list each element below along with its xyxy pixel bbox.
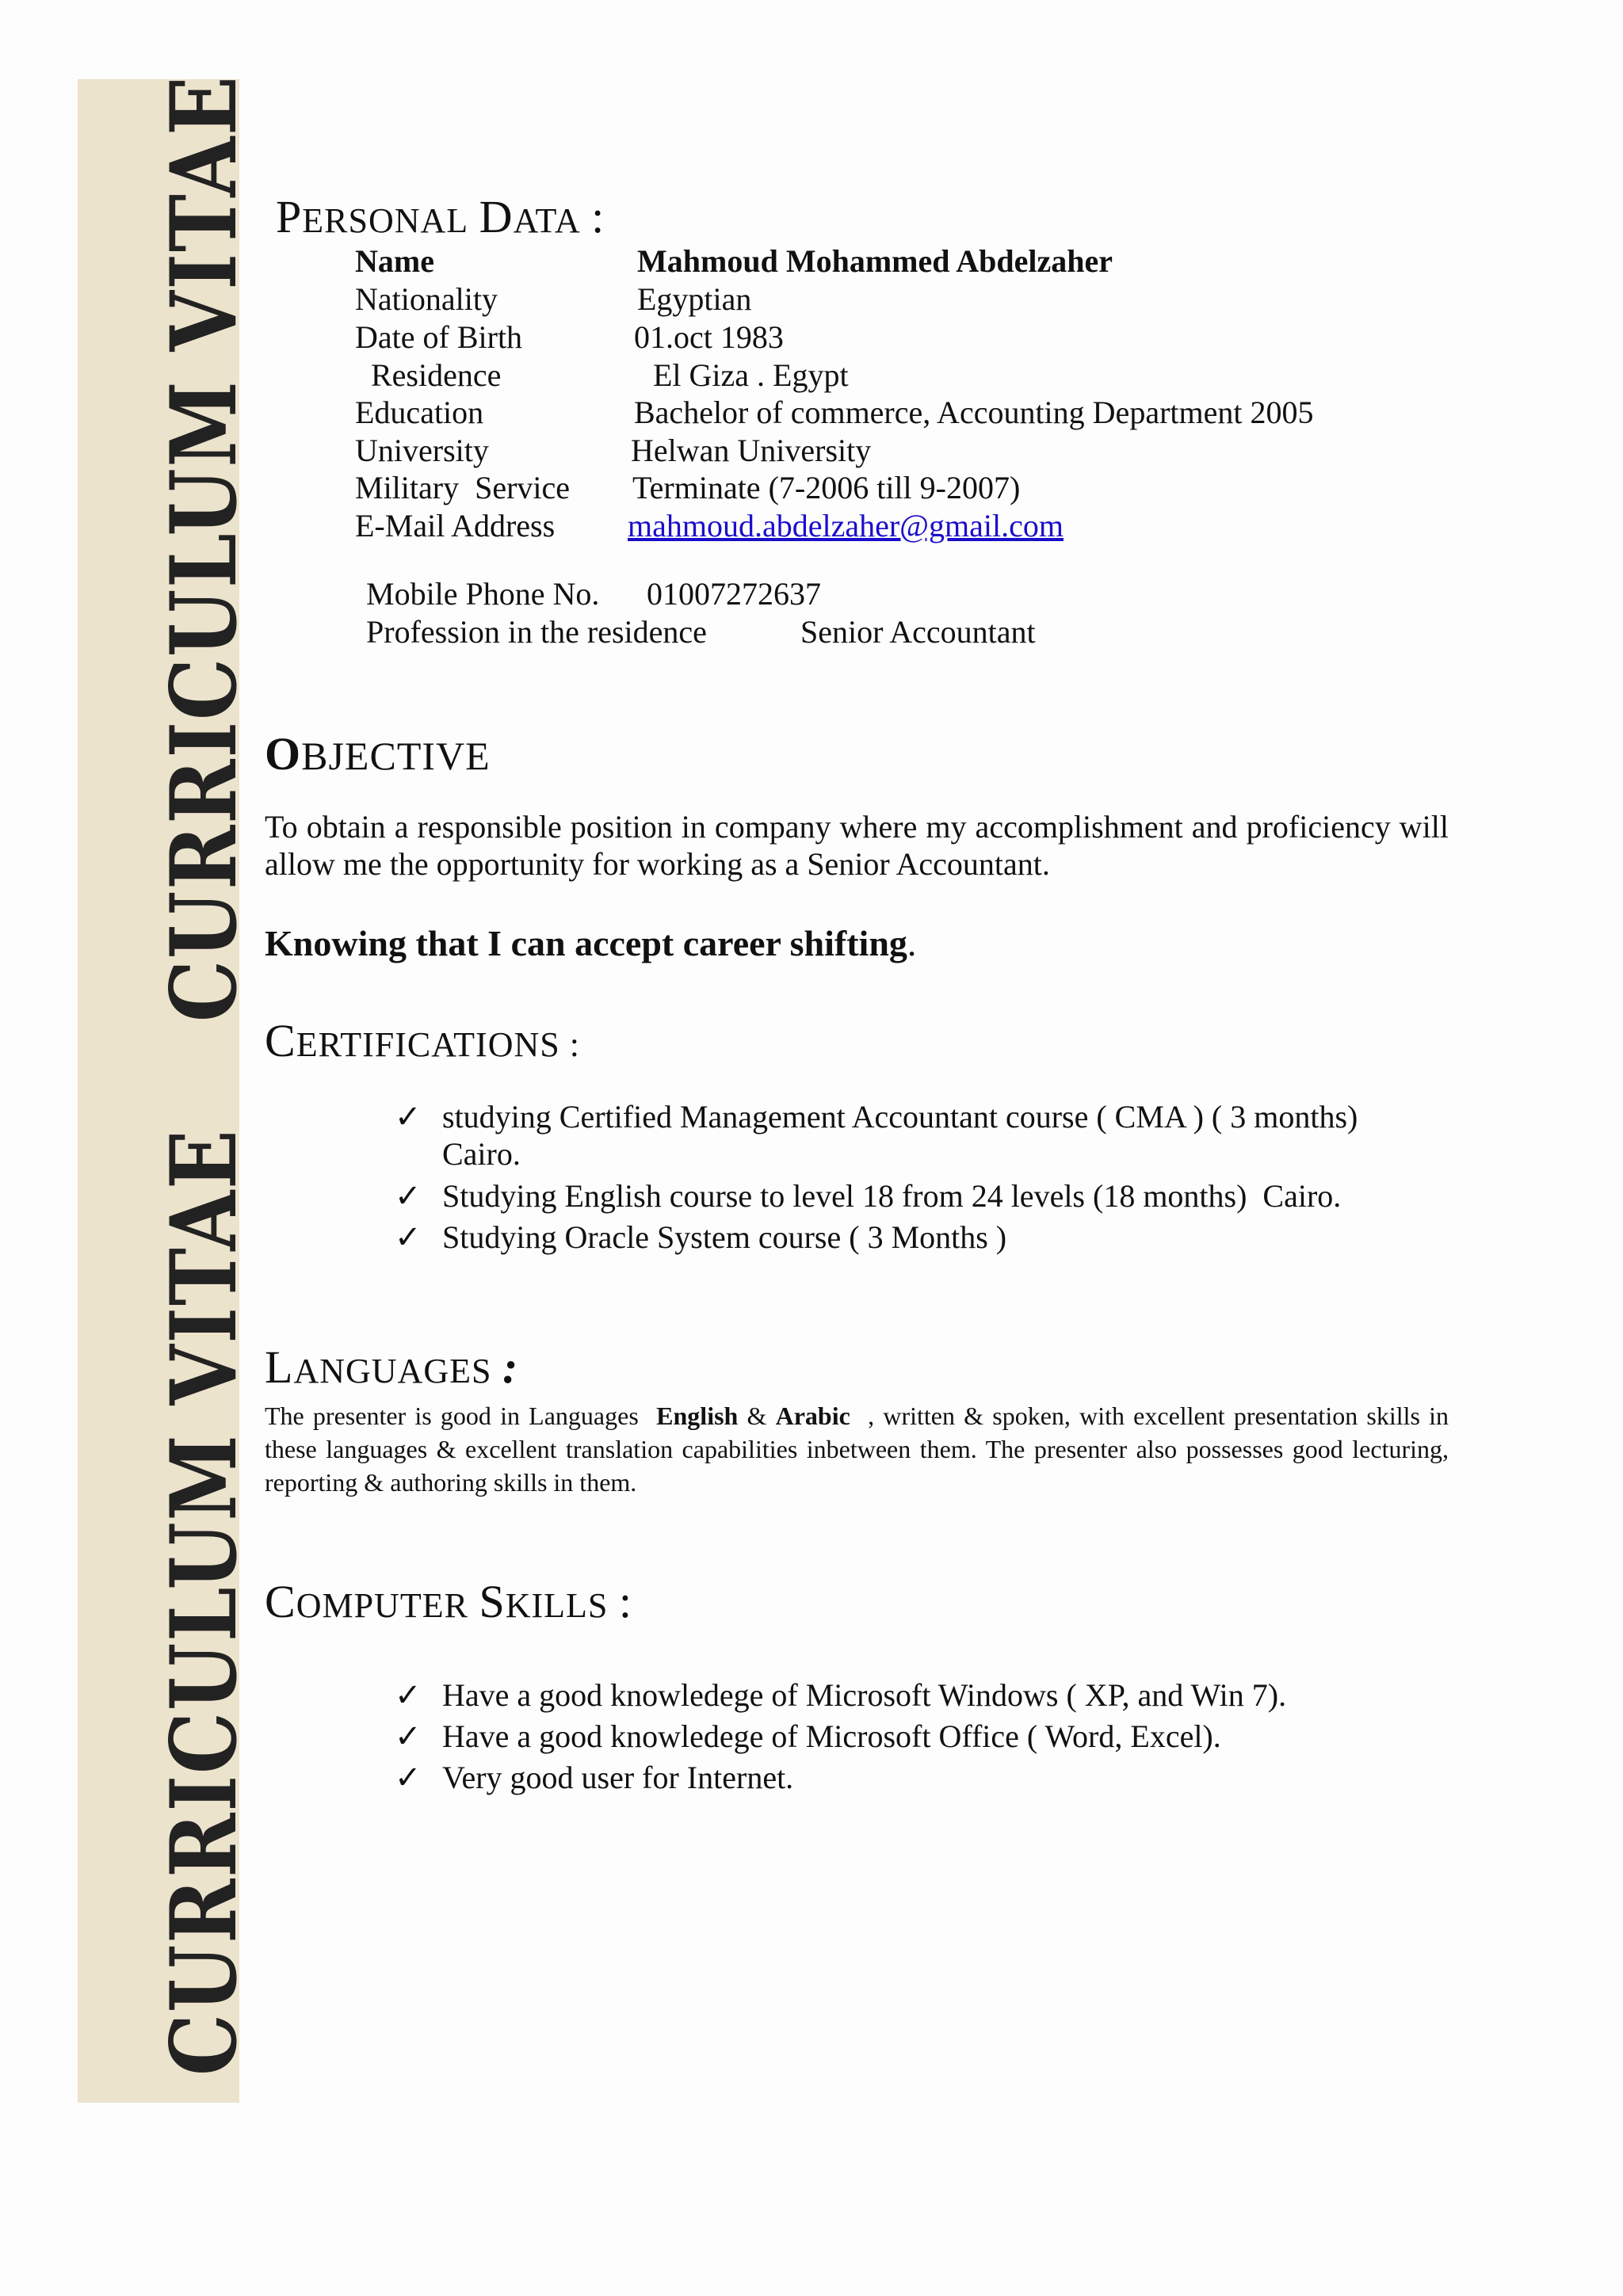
languages-amp: & <box>747 1402 767 1430</box>
skill-item: Very good user for Internet. <box>442 1760 794 1795</box>
check-icon: ✓ <box>395 1718 422 1754</box>
heading-cap: C <box>265 1015 296 1066</box>
heading-cap: S <box>479 1576 506 1627</box>
military-label: Military Service <box>355 470 571 505</box>
residence-value: El Giza . Egypt <box>653 357 849 393</box>
profession-label: Profession in the residence <box>366 614 707 650</box>
email-label: E-Mail Address <box>355 508 556 543</box>
heading-cap: P <box>276 191 303 242</box>
languages-text <box>265 1399 1449 1499</box>
heading-colon: : <box>591 191 605 242</box>
heading-rest: ERTIFICATIONS : <box>296 1025 580 1064</box>
language-arabic: Arabic <box>775 1402 850 1430</box>
education-label: Education <box>355 395 484 430</box>
check-icon: ✓ <box>395 1099 422 1135</box>
heading-cap: D <box>479 191 514 242</box>
heading-cap: L <box>265 1341 294 1393</box>
certifications-heading <box>265 1014 580 1067</box>
university-value: Helwan University <box>631 433 872 468</box>
education-value: Bachelor of commerce, Accounting Department 2005 <box>634 395 1314 430</box>
heading-colon: : <box>502 1341 519 1393</box>
name-label: Name <box>355 243 434 279</box>
nationality-label: Nationality <box>355 281 498 317</box>
dob-label: Date of Birth <box>355 319 523 355</box>
heading-colon: : <box>618 1576 632 1627</box>
check-icon: ✓ <box>395 1760 422 1795</box>
objective-text: To obtain a responsible position in company where my accomplishment and proficiency will allow me the opportunity for working as a Senior Accountant. <box>265 809 1449 882</box>
nationality-value: Egyptian <box>637 281 752 317</box>
heading-cap: C <box>265 1576 296 1627</box>
objective-note-end: . <box>907 923 917 963</box>
heading-rest: ERSONAL <box>302 201 469 240</box>
heading-rest: BJECTIVE <box>301 734 491 778</box>
sidebar-title-bottom: CURRICULUM VITAE <box>151 1128 257 2076</box>
sidebar-title-top: CURRICULUM VITAE <box>151 74 257 1022</box>
objective-note <box>265 922 916 964</box>
check-icon: ✓ <box>395 1219 422 1255</box>
check-icon: ✓ <box>395 1178 422 1214</box>
dob-value: 01.oct 1983 <box>634 319 784 355</box>
certification-item: studying Certified Management Accountant course ( CMA ) ( 3 months) Cairo. <box>442 1099 1358 1172</box>
residence-label: Residence <box>371 357 502 393</box>
heading-rest: OMPUTER <box>296 1586 468 1625</box>
check-icon: ✓ <box>395 1677 422 1713</box>
military-value: Terminate (7-2006 till 9-2007) <box>632 470 1021 505</box>
certification-item: Studying English course to level 18 from 24 levels (18 months) Cairo. <box>442 1178 1342 1214</box>
heading-rest: ANGUAGES <box>293 1352 492 1390</box>
heading-rest: KILLS <box>505 1586 609 1625</box>
mobile-value: 01007272637 <box>647 576 821 612</box>
name-value: Mahmoud Mohammed Abdelzaher <box>637 243 1113 279</box>
profession-value: Senior Accountant <box>800 614 1036 650</box>
computer-skills-heading <box>265 1575 632 1628</box>
language-english: English <box>656 1402 739 1430</box>
mobile-label: Mobile Phone No. <box>366 576 600 612</box>
languages-text-part: , written & spoken, with excellent presentation skills in these languages & excellent translation capabilities inbetween them. The presenter also possesses good lecturing, reporting & authoring skills in them. <box>265 1402 1449 1497</box>
heading-cap: O <box>265 728 302 780</box>
languages-text-part: The presenter is good in Languages <box>265 1402 639 1430</box>
skill-item: Have a good knowledege of Microsoft Windows ( XP, and Win 7). <box>442 1677 1287 1713</box>
objective-heading <box>265 727 491 780</box>
university-label: University <box>355 433 489 468</box>
objective-note-bold: Knowing that I can accept career shifting <box>265 923 907 963</box>
email-link[interactable]: mahmoud.abdelzaher@gmail.com <box>628 508 1064 543</box>
languages-heading <box>265 1341 518 1394</box>
certification-item: Studying Oracle System course ( 3 Months ) <box>442 1219 1007 1255</box>
heading-rest: ATA <box>513 201 581 240</box>
personal-data-heading <box>276 190 605 243</box>
skill-item: Have a good knowledege of Microsoft Office ( Word, Excel). <box>442 1718 1221 1754</box>
